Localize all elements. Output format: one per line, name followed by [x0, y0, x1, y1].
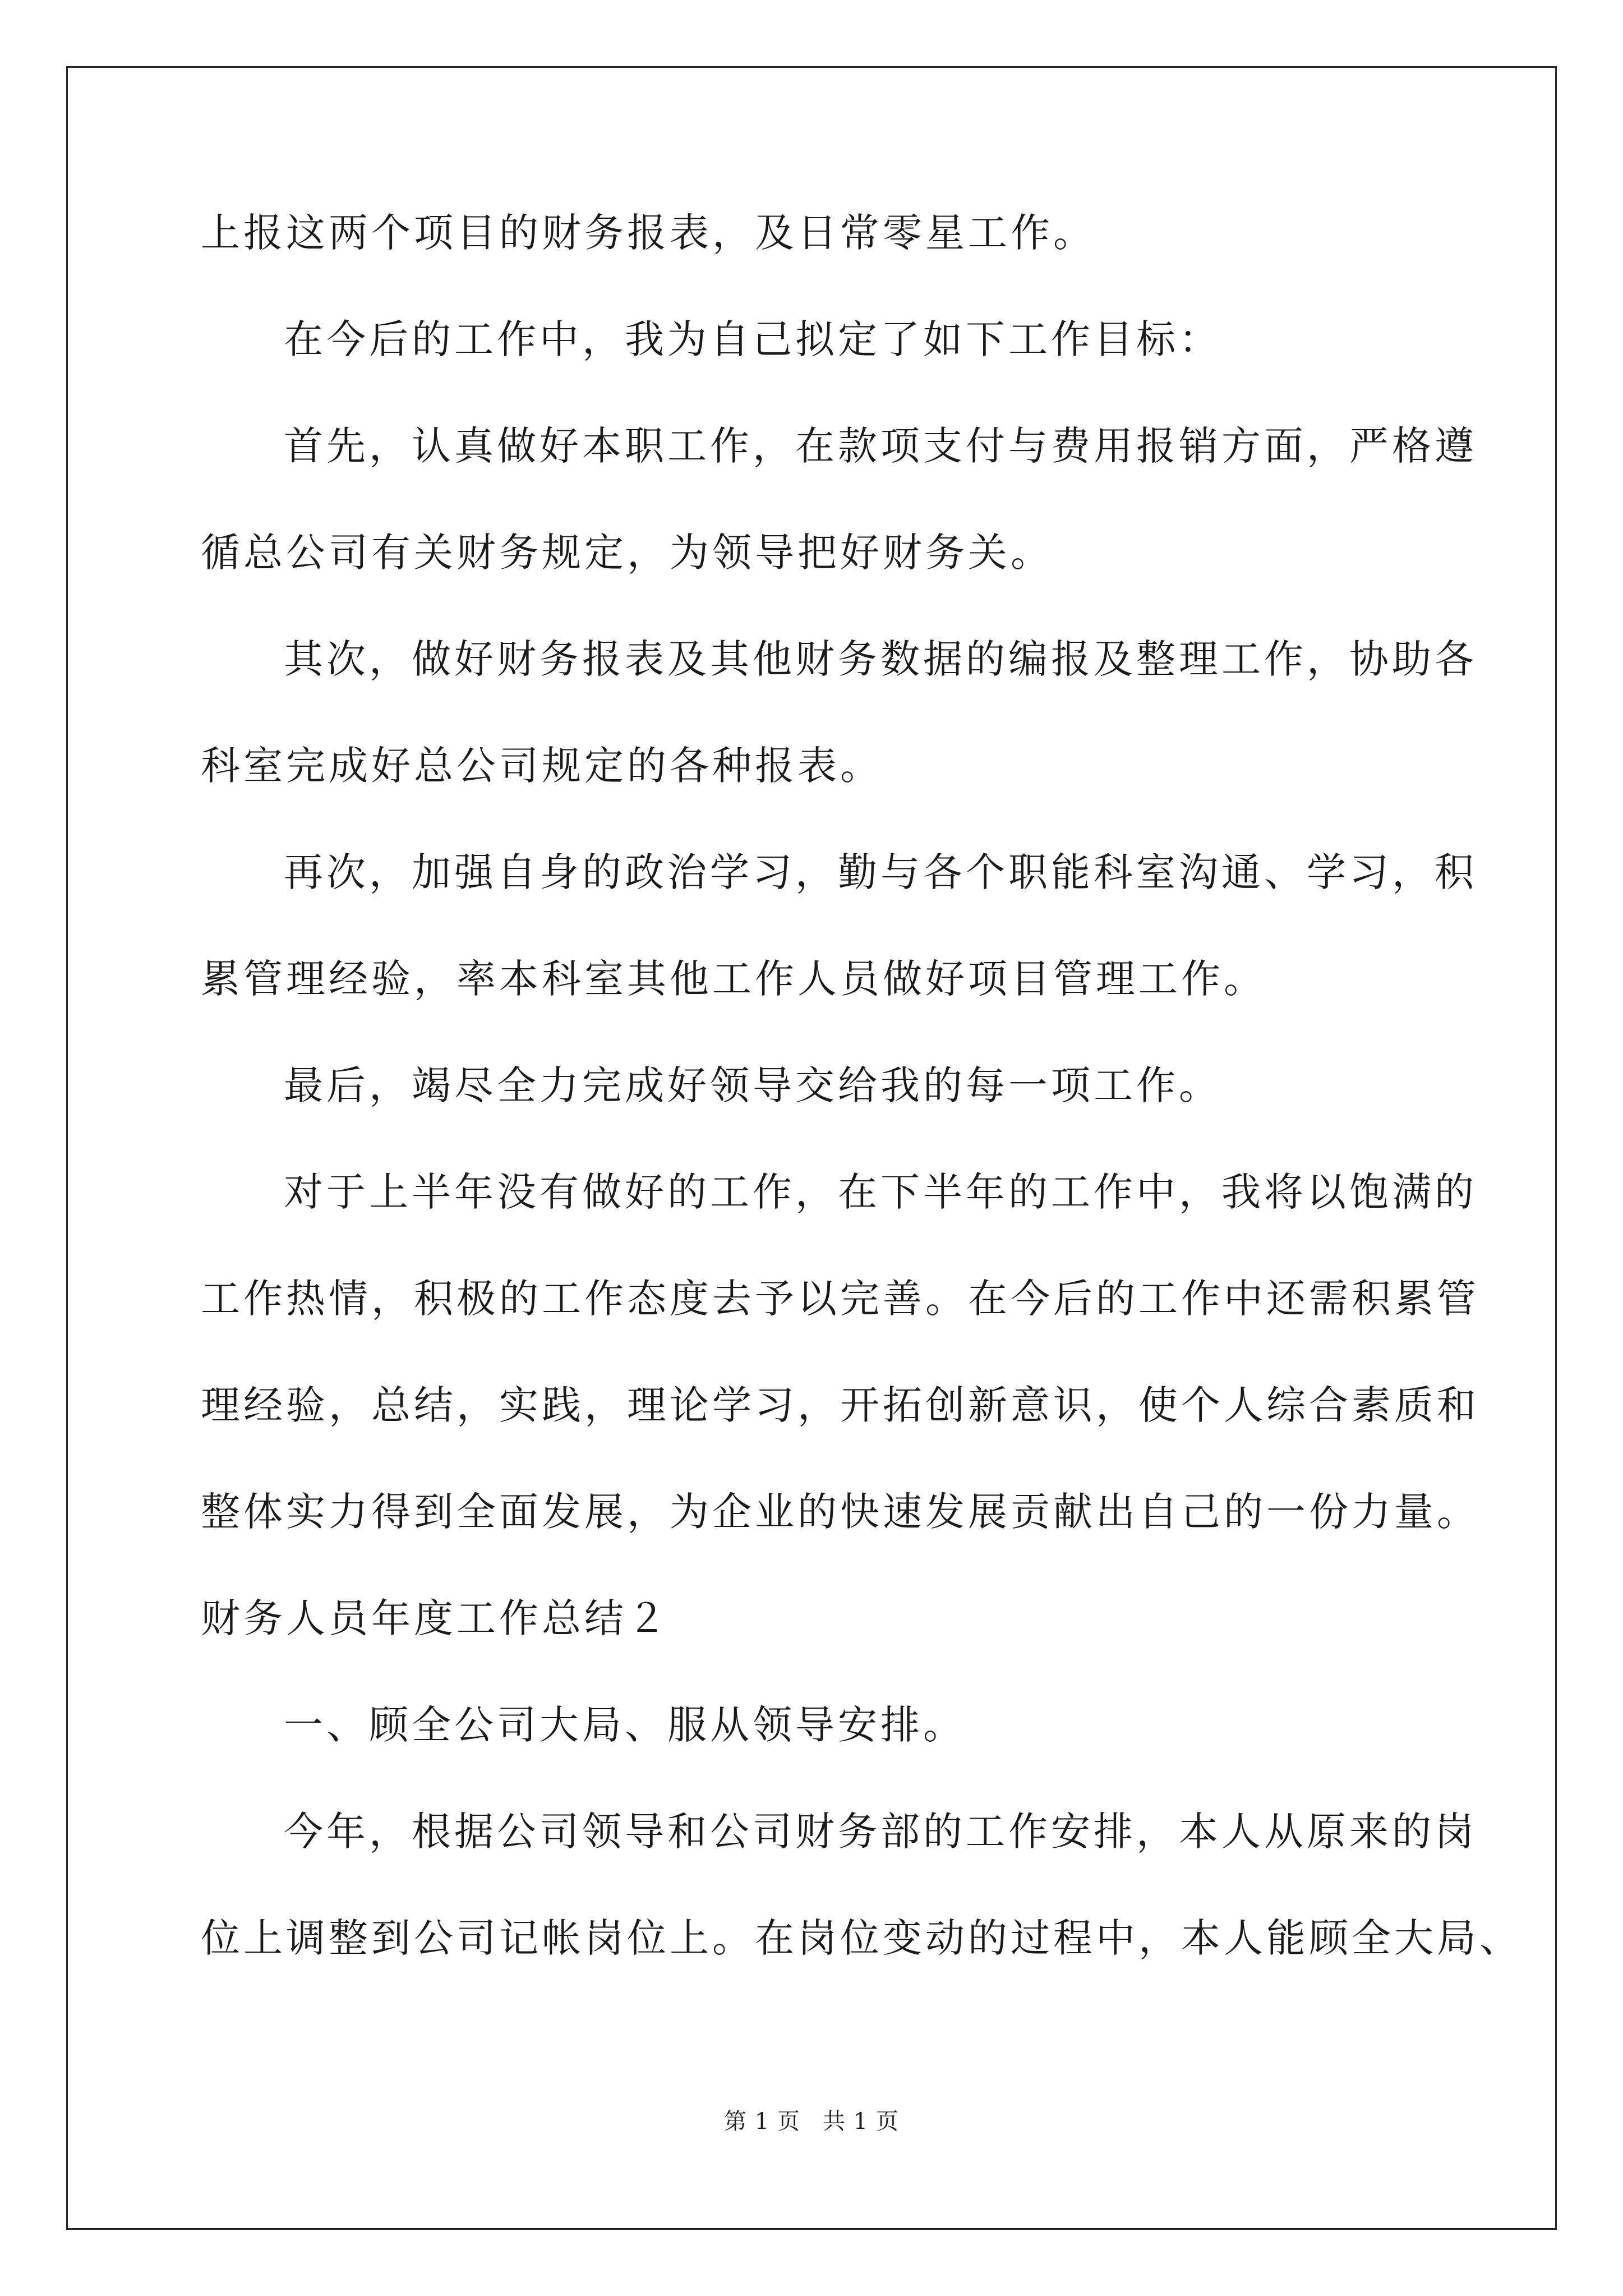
text-line: 工作热情，积极的工作态度去予以完善。在今后的工作中还需积累管 [201, 1276, 1479, 1322]
page-total: 共 1 页 [823, 2109, 899, 2134]
text-line: 今年，根据公司领导和公司财务部的工作安排，本人从原来的岗 [284, 1809, 1477, 1855]
text-line: 累管理经验，率本科室其他工作人员做好项目管理工作。 [201, 956, 1266, 1002]
text-line: 位上调整到公司记帐岗位上。在岗位变动的过程中，本人能顾全大局、 [201, 1915, 1522, 1961]
text-line: 再次，加强自身的政治学习，勤与各个职能科室沟通、学习，积 [284, 849, 1477, 895]
text-line: 一、顾全公司大局、服从领导安排。 [284, 1702, 966, 1748]
text-line: 最后，竭尽全力完成好领导交给我的每一项工作。 [284, 1062, 1221, 1108]
page-number: 第 1 页 [724, 2109, 800, 2134]
text-line: 科室完成好总公司规定的各种报表。 [201, 743, 883, 789]
text-line: 理经验，总结，实践，理论学习，开拓创新意识，使个人综合素质和 [201, 1382, 1479, 1428]
text-line: 其次，做好财务报表及其他财务数据的编报及整理工作，协助各 [284, 636, 1477, 682]
page-footer [0, 2108, 1623, 2136]
page-frame [66, 66, 1557, 2230]
section-heading: 财务人员年度工作总结２ [201, 1595, 670, 1641]
text-line: 在今后的工作中，我为自己拟定了如下工作目标： [284, 316, 1221, 362]
text-line: 循总公司有关财务规定，为领导把好财务关。 [201, 530, 1053, 576]
text-line: 整体实力得到全面发展，为企业的快速发展贡献出自己的一份力量。 [201, 1489, 1479, 1535]
text-line: 对于上半年没有做好的工作，在下半年的工作中，我将以饱满的 [284, 1169, 1477, 1215]
text-line: 上报这两个项目的财务报表，及日常零星工作。 [201, 210, 1096, 256]
text-line: 首先，认真做好本职工作，在款项支付与费用报销方面，严格遵 [284, 423, 1477, 469]
